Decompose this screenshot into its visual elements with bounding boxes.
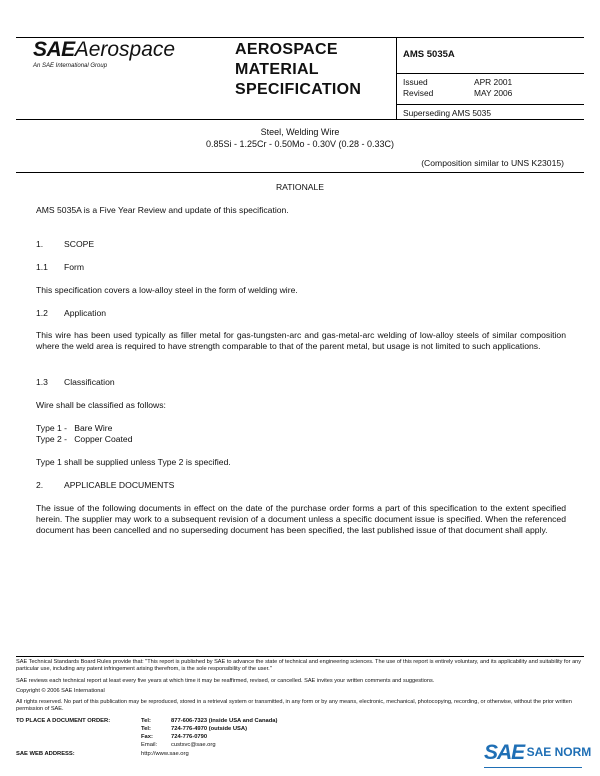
tel2-label-text: Tel: xyxy=(141,726,151,732)
header-vertical-rule xyxy=(396,37,397,119)
footer-copyright: Copyright © 2006 SAE International xyxy=(16,688,105,694)
header-bottom-rule xyxy=(16,119,584,120)
section-1-3-title: Classification xyxy=(64,377,115,387)
title-line-1: AEROSPACE xyxy=(235,41,338,58)
header-right-rule-1 xyxy=(396,73,584,74)
tel2-value xyxy=(171,726,247,734)
rationale-heading: RATIONALE xyxy=(275,182,325,192)
tel2-label xyxy=(141,726,151,734)
tel2-value-text: 724-776-4970 (outside USA) xyxy=(171,726,248,732)
footer-rules-text: SAE Technical Standards Board Rules provide that: "This report is published by SAE to advance the state of technical and engineering sciences. The use of this report is entirely voluntary, and its applicability and suitability for any particular use, including any patent infringement arising therefrom, is the sole responsibility of the user." xyxy=(16,659,582,673)
subject-title: Steel, Welding Wire xyxy=(260,127,340,137)
email-link[interactable]: custsvc@sae.org xyxy=(171,742,216,748)
section-1-1-heading xyxy=(36,262,84,272)
section-2-title: APPLICABLE DOCUMENTS xyxy=(64,480,175,490)
email-label: Email: xyxy=(141,742,158,748)
section-1-3-heading xyxy=(36,377,115,387)
revised-date: MAY 2006 xyxy=(474,88,513,98)
web-label-text: SAE WEB ADDRESS: xyxy=(16,751,75,757)
section-1-3-text: Wire shall be classified as follows: xyxy=(36,400,166,410)
logo-aerospace-text: Aerospace xyxy=(74,38,176,61)
sae-norm-watermark xyxy=(484,741,591,767)
watermark-mark: SAE xyxy=(484,741,525,764)
fax-label-text: Fax: xyxy=(141,734,153,740)
section-1-1-number: 1.1 xyxy=(36,262,48,272)
section-1-2-heading xyxy=(36,308,106,318)
footer-rights-text: All rights reserved. No part of this publication may be reproduced, stored in a retrieval system or transmitted, in any form or by any means, electronic, mechanical, photocopying, recording, or otherwise, without the prior written permission of SAE. xyxy=(16,699,572,713)
section-1-2-title: Application xyxy=(64,308,107,318)
issued-date: APR 2001 xyxy=(474,77,513,87)
section-2-number: 2. xyxy=(36,480,44,490)
ams-number: AMS 5035A xyxy=(403,49,455,60)
subject-similar: (Composition similar to UNS K23015) xyxy=(421,158,564,168)
web-link[interactable]: http://www.sae.org xyxy=(141,751,189,757)
footer-review-text: SAE reviews each technical report at least every five years at which time it may be reaffirmed, revised, or cancelled. SAE invites your written comments and suggestions. xyxy=(16,678,435,684)
section-2-heading xyxy=(36,480,174,490)
tel-label-text: Tel: xyxy=(141,718,151,724)
subject-bottom-rule xyxy=(16,172,584,173)
fax-value xyxy=(171,734,207,742)
section-1-number: 1. xyxy=(36,239,44,249)
tel-value xyxy=(171,718,277,726)
tel-value-text: 877-606-7323 (inside USA and Canada) xyxy=(171,718,278,724)
type-2-item: Type 2 - Copper Coated xyxy=(36,434,133,444)
type-1-item: Type 1 - Bare Wire xyxy=(36,423,113,433)
section-1-heading xyxy=(36,239,94,249)
order-label xyxy=(16,718,110,726)
section-1-1-title: Form xyxy=(64,262,85,272)
logo-sae-text: SAE xyxy=(33,38,75,61)
fax-value-text: 724-776-0790 xyxy=(171,734,208,740)
logo-tagline: An SAE International Group xyxy=(33,63,108,69)
rationale-text: AMS 5035A is a Five Year Review and update of this specification. xyxy=(36,205,289,215)
section-1-1-text: This specification covers a low-alloy steel in the form of welding wire. xyxy=(36,285,298,295)
section-1-title: SCOPE xyxy=(64,239,95,249)
web-label xyxy=(16,751,75,759)
watermark-underline xyxy=(484,767,582,768)
section-1-3-number: 1.3 xyxy=(36,377,48,387)
footer-rule xyxy=(16,656,584,657)
sae-aerospace-logo xyxy=(33,38,193,62)
superseding-note: Superseding AMS 5035 xyxy=(403,108,491,118)
order-label-text: TO PLACE A DOCUMENT ORDER: xyxy=(16,718,111,724)
tel-label xyxy=(141,718,151,726)
section-2-text: The issue of the following documents in effect on the date of the purchase order forms a part of this specification to the extent specified herein. The supplier may work to a subsequent revision of a document unless a specific document issue is specified. When the referenced document has been cancelled and no superseding document has been specified, the last published issue of that document shall apply. xyxy=(36,503,566,536)
subject-composition: 0.85Si - 1.25Cr - 0.50Mo - 0.30V (0.28 - 0.33C) xyxy=(205,139,395,149)
header-right-rule-2 xyxy=(396,104,584,105)
issued-label: Issued xyxy=(403,77,428,87)
spec-title xyxy=(235,40,361,100)
fax-label xyxy=(141,734,153,742)
section-1-2-text: This wire has been used typically as filler metal for gas-tungsten-arc and gas-metal-arc welding of low-alloy steels of similar composition where the weld area is required to have strength comparable to that of the parent metal, but usage is not limited to such applications. xyxy=(36,330,566,352)
revised-label: Revised xyxy=(403,88,434,98)
watermark-brand: SAE NORM xyxy=(526,745,592,759)
title-line-3: SPECIFICATION xyxy=(235,81,362,98)
section-1-2-number: 1.2 xyxy=(36,308,48,318)
type-note: Type 1 shall be supplied unless Type 2 is specified. xyxy=(36,457,231,467)
title-line-2: MATERIAL xyxy=(235,61,319,78)
